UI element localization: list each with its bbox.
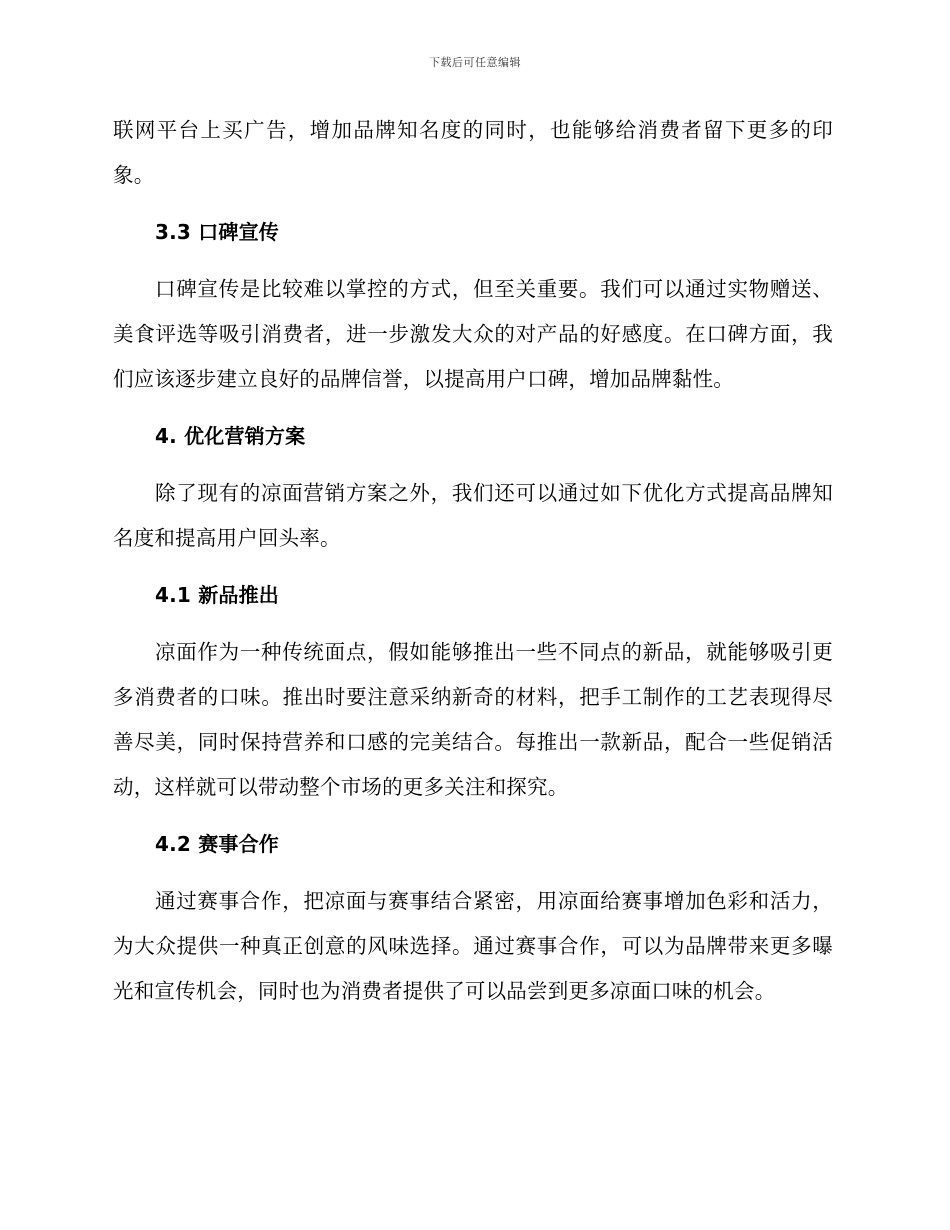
section-heading-4: 4. 优化营销方案 [155, 424, 306, 448]
document-body [113, 108, 833, 1014]
paragraph-new-products: 凉面作为一种传统面点，假如能够推出一些不同点的新品，就能够吸引更多消费者的口味。推出时要注意采纳新奇的材料，把手工制作的工艺表现得尽善尽美，同时保持营养和口感的完美结合。每推出一款新品，配合一些促销活动，这样就可以带动整个市场的更多关注和探究。 [113, 640, 833, 799]
paragraph-optimize-intro: 除了现有的凉面营销方案之外，我们还可以通过如下优化方式提高品牌知名度和提高用户回头率。 [113, 481, 833, 550]
paragraph-word-of-mouth: 口碑宣传是比较难以掌控的方式，但至关重要。我们可以通过实物赠送、美食评选等吸引消费者，进一步激发大众的对产品的好感度。在口碑方面，我们应该逐步建立良好的品牌信誉，以提高用户口碑，增加品牌黏性。 [113, 277, 833, 391]
page-header: 下载后可任意编辑 [429, 56, 521, 69]
section-heading-4-1: 4.1 新品推出 [155, 583, 279, 607]
paragraph-event-cooperation: 通过赛事合作，把凉面与赛事结合紧密，用凉面给赛事增加色彩和活力，为大众提供一种真正创意的风味选择。通过赛事合作，可以为品牌带来更多曝光和宣传机会，同时也为消费者提供了可以品尝到更多凉面口味的机会。 [113, 889, 833, 1003]
paragraph-continued: 联网平台上买广告，增加品牌知名度的同时，也能够给消费者留下更多的印象。 [113, 118, 833, 187]
section-heading-4-2: 4.2 赛事合作 [155, 832, 279, 856]
section-heading-3-3: 3.3 口碑宣传 [155, 220, 279, 244]
